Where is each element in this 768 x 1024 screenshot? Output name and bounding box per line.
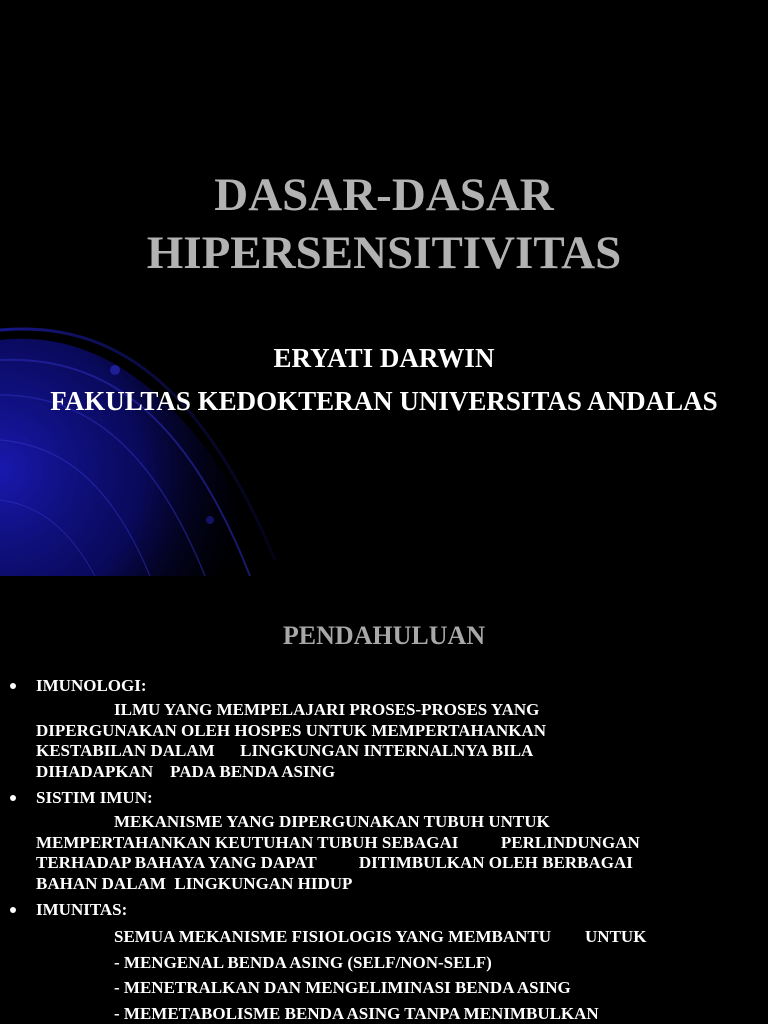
- text-line: DIPERGUNAKAN OLEH HOSPES UNTUK MEMPERTAHANKAN: [36, 720, 547, 740]
- slide-subtitle: [0, 337, 768, 423]
- bullet-icon: [10, 907, 16, 913]
- sub-list-item: - MENGENAL BENDA ASING (SELF/NON-SELF): [114, 952, 492, 972]
- text-line: MEMPERTAHANKAN KEUTUHAN TUBUH SEBAGAI PERLINDUNGAN: [36, 832, 640, 852]
- sub-list-item: - MEMETABOLISME BENDA ASING TANPA MENIMBULKAN: [114, 1003, 599, 1023]
- text-line: TERHADAP BAHAYA YANG DAPAT DITIMBULKAN OLEH BERBAGAI: [36, 853, 633, 872]
- bullet-list: [10, 676, 760, 1024]
- item-text: [36, 812, 760, 894]
- list-item-imunologi: [10, 676, 760, 782]
- item-heading: IMUNOLOGI:: [36, 676, 147, 695]
- text-line: MEKANISME YANG DIPERGUNAKAN TUBUH UNTUK: [114, 812, 550, 831]
- item-heading: IMUNITAS:: [36, 900, 128, 919]
- sub-list-item: - MENETRALKAN DAN MENGELIMINASI BENDA ASING: [114, 978, 571, 997]
- slide-title: [0, 166, 768, 282]
- bullet-icon: [10, 795, 16, 801]
- item-text: [36, 700, 760, 782]
- section-title: PENDAHULUAN: [282, 621, 486, 650]
- text-line: DIHADAPKAN PADA BENDA ASING: [36, 761, 336, 781]
- item-text: [36, 924, 760, 1024]
- author-name: ERYATI DARWIN: [273, 343, 495, 373]
- list-item-sistim-imun: [10, 788, 760, 894]
- introduction-slide: [0, 576, 768, 1024]
- text-line: BAHAN DALAM LINGKUNGAN HIDUP: [36, 873, 353, 893]
- institution-name: FAKULTAS KEDOKTERAN UNIVERSITAS ANDALAS: [50, 386, 718, 416]
- title-line-2: HIPERSENSITIVITAS: [146, 227, 622, 279]
- title-line-1: DASAR-DASAR: [214, 169, 554, 221]
- text-line: ILMU YANG MEMPELAJARI PROSES-PROSES YANG: [114, 700, 540, 719]
- text-line: KESTABILAN DALAM LINGKUNGAN INTERNALNYA BILA: [36, 741, 534, 760]
- item-heading: SISTIM IMUN:: [36, 788, 153, 807]
- bullet-icon: [10, 683, 16, 689]
- list-item-imunitas: [10, 900, 760, 1024]
- text-line: SEMUA MEKANISME FISIOLOGIS YANG MEMBANTU UNTUK: [114, 927, 647, 946]
